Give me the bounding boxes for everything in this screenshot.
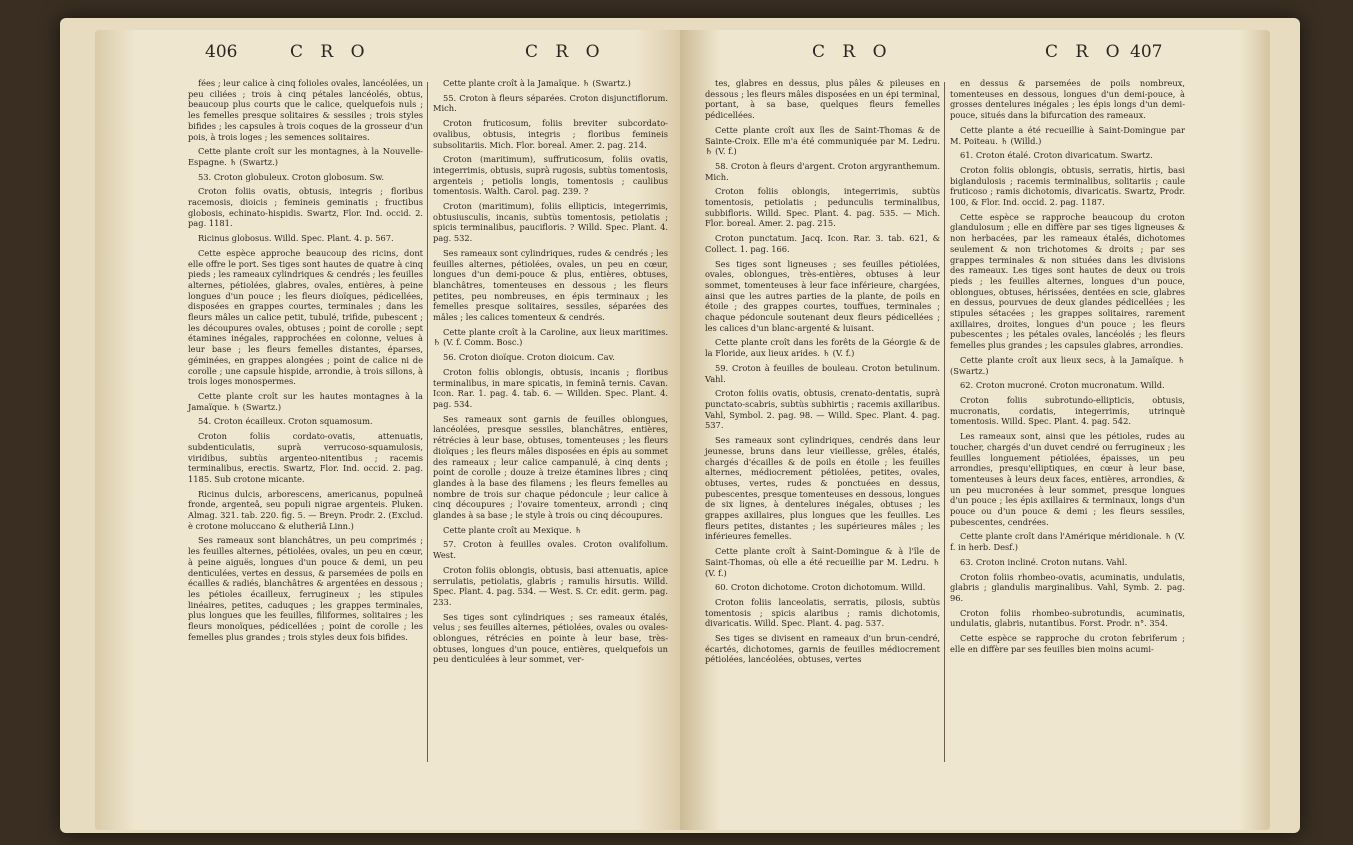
paragraph: Croton foliis oblongis, obtusis, basi attenuatis, apice serrulatis, petiolatis, glabris ; ramulis hirsutis. Willd. Spec. Plant. 4. pag. 534. — West. S. Cr. edit. germ. pag. 233. xyxy=(433,564,668,607)
paragraph: 63. Croton incliné. Croton nutans. Vahl. xyxy=(960,556,1128,567)
right-page-number: 407 xyxy=(1130,42,1163,62)
right-header-right: C R O xyxy=(1045,42,1126,62)
paragraph: Cette plante croît dans les forêts de la Géorgie & de la Floride, aux lieux arides. ♄ (V. f.) xyxy=(705,337,940,359)
paragraph: en dessus & parsemées de poils nombreux, tomenteuses en dessous, longues d'un demi-pouce, à grosses dentelures inégales ; les épis longs d'un demi-pouce, situés dans la bifurcation des rameaux. xyxy=(950,78,1185,121)
paragraph: Ses rameaux sont cylindriques, rudes & cendrés ; les feuilles alternes, pétiolées, ovales, un peu en cœur, longues d'un demi-pouce & plus, entières, obtuses, blanchâtres, tomenteuses en dessous ; les fleurs petites, peu nombreuses, en épis terminaux ; les femelles presque solitaires, sessiles, séparées des mâles ; les calices tomenteux & cendrés. xyxy=(433,247,668,323)
paragraph: Les rameaux sont, ainsi que les pétioles, rudes au toucher, chargés d'un duvet cendré ou ferrugineux ; les feuilles longuement pétiolées, épaisses, un peu arrondies, presqu'elliptiques, en cœur à leur base, tomenteuses à leurs deux faces, entières, arrondies, & un peu mucronées à leur sommet, presque longues d'un pouce ; les épis axillaires & terminaux, longs d'un pouce ou d'un pouce & demi ; les fleurs sessiles, pubescentes, cendrées. xyxy=(950,431,1185,527)
paragraph: Ricinus dulcis, arborescens, americanus, populneâ fronde, argenteâ, seu populi nigrae argenteis. Pluken. Almag. 321. tab. 220. fig. 5. — Breyn. Prodr. 2. (Exclud. è crotone moluccano & elutheriâ Linn.) xyxy=(188,488,423,531)
left-page-column-2 xyxy=(433,78,668,669)
paragraph: 59. Croton à feuilles de bouleau. Croton betulinum. Vahl. xyxy=(705,362,940,384)
left-header-right: C R O xyxy=(525,42,606,62)
paragraph: 60. Croton dichotome. Croton dichotomum. Willd. xyxy=(715,582,926,593)
paragraph: Croton fruticosum, foliis breviter subcordato-ovalibus, obtusis, integris ; floribus femineis subsolitariis. Mich. Flor. boreal. Amer. 2. pag. 214. xyxy=(433,118,668,150)
paragraph: Croton foliis oblongis, obtusis, incanis ; floribus terminalibus, in mare spicatis, in feminâ ternis. Cavan. Icon. Rar. 1. pag. 4. tab. 6. — Willden. Spec. Plant. 4. pag. 534. xyxy=(433,366,668,409)
paragraph: 61. Croton étalé. Croton divaricatum. Swartz. xyxy=(960,150,1153,161)
right-page-column-2 xyxy=(950,78,1185,658)
paragraph: 55. Croton à fleurs séparées. Croton disjunctiflorum. Mich. xyxy=(433,92,668,114)
paragraph: 62. Croton mucroné. Croton mucronatum. Willd. xyxy=(960,380,1165,391)
paragraph: Croton (maritimum), foliis ellipticis, integerrimis, obtusiusculis, incanis, subtùs tomentosis, petiolatis ; spicis terminalibus, paucifloris. ? Willd. Spec. Plant. 4. pag. 532. xyxy=(433,201,668,244)
paragraph: Ses rameaux sont cylindriques, cendrés dans leur jeunesse, bruns dans leur vieillesse, grêles, étalés, chargés d'écailles & de poils en étoile ; les feuilles alternes, médiocrement pétiolées, petites, ovales, obtuses, vertes, rudes & ponctuées en dessus, pubescentes, presque tomenteuses en dessous, longues de six lignes, à dentelures inégales, obtuses ; les grappes axillaires, plus longues que les feuilles. Les fleurs petites, distantes ; les supérieures mâles ; les inférieures femelles. xyxy=(705,435,940,542)
paragraph: Cette plante croît à la Caroline, aux lieux maritimes. ♄ (V. f. Comm. Bosc.) xyxy=(433,326,668,348)
paragraph: Cette espèce se rapproche beaucoup du croton glandulosum ; elle en diffère par ses tiges ligneuses & non herbacées, par les rameaux étalés, dichotomes seulement & non trichotomes & droits ; par ses grappes terminales & non situées dans les divisions des rameaux. Les tiges sont hautes de deux ou trois pieds ; les feuilles alternes, longues d'un pouce, oblongues, obtuses, hérissées, dentées en scie, glabres en dessus, pourvues de deux glandes pédicellées ; les stipules sétacées ; les grappes solitaires, rarement axillaires, droites, longues d'un pouce ; les fleurs pubescentes ; les pétales ovales, lancéolés ; les fleurs femelles plus grandes ; les capsules glabres, arrondies. xyxy=(950,211,1185,351)
paragraph: Croton foliis subrotundo-ellipticis, obtusis, mucronatis, cordatis, integerrimis, utrinquè tomentosis. Willd. Spec. Plant. 4. pag. 542. xyxy=(950,394,1185,427)
left-column-rule xyxy=(427,82,428,762)
paragraph: Croton foliis ovatis, obtusis, integris ; floribus racemosis, dioicis ; femineis geminatis ; fructibus globosis, echinato-hispidis. Swartz, Flor. Ind. occid. 2. pag. 1181. xyxy=(188,186,423,229)
right-page-column-1 xyxy=(705,78,940,669)
paragraph: Croton foliis cordato-ovatis, attenuatis, subdenticulatis, suprà verrucoso-squamulosis, viridibus, subtùs argenteo-nitentibus ; racemis terminalibus, erectis. Swartz, Flor. Ind. occid. 2. pag. 1185. Sub crotone micante. xyxy=(188,431,423,484)
paragraph: Croton punctatum. Jacq. Icon. Rar. 3. tab. 621, & Collect. 1. pag. 166. xyxy=(705,233,940,254)
paragraph: tes, glabres en dessus, plus pâles & pileuses en dessous ; les fleurs mâles disposées en un épi terminal, portant, à sa base, quelques fleurs femelles pédicellées. xyxy=(705,78,940,121)
paragraph: 58. Croton à fleurs d'argent. Croton argyranthemum. Mich. xyxy=(705,160,940,182)
paragraph: Cette plante croît aux îles de Saint-Thomas & de Sainte-Croix. Elle m'a été communiquée par M. Ledru. ♄ (V. f.) xyxy=(705,124,940,157)
right-column-rule xyxy=(944,82,945,762)
paragraph: Ses tiges se divisent en rameaux d'un brun-cendré, écartés, dichotomes, garnis de feuilles médiocrement pétiolées, lancéolées, obtuses, vertes xyxy=(705,633,940,665)
paragraph: Croton foliis oblongis, obtusis, serratis, hirtis, basi biglandulosis ; racemis terminalibus, solitariis ; caule fruticoso ; ramis dichotomis, divaricatis. Swartz, Prodr. 100, & Flor. Ind. occid. 2. pag. 1187. xyxy=(950,164,1185,208)
paragraph: Croton foliis rhombeo-subrotundis, acuminatis, undulatis, glabris, nutantibus. Forst. Prodr. n°. 354. xyxy=(950,607,1185,629)
paragraph: Cette plante croît au Mexique. ♄ xyxy=(443,524,582,535)
paragraph: 56. Croton dioïque. Croton dioicum. Cav. xyxy=(443,352,615,363)
paragraph: Ses rameaux sont blanchâtres, un peu comprimés ; les feuilles alternes, pétiolées, ovales, un peu en cœur, à peine aiguës, longues d'un pouce & demi, un peu denticulées, vertes en dessus, & parsemées de poils en écailles & radiés, blanchâtres & argentées en dessous ; les pétioles écailleux, ferrugineux ; les stipules linéaires, petites, caduques ; les grappes terminales, plus longues que les feuilles, filiformes, solitaires ; les fleurs monoïques, pédicellées ; point de corolle ; les femelles plus grandes ; trois styles deux fois bifides. xyxy=(188,535,423,642)
paragraph: Croton foliis oblongis, integerrimis, subtùs tomentosis, petiolatis ; pedunculis terminalibus, subbifloris. Willd. Spec. Plant. 4. pag. 535. — Mich. Flor. boreal. Amer. 2. pag. 215. xyxy=(705,186,940,229)
paragraph: Cette plante croît aux lieux secs, à la Jamaïque. ♄ (Swartz.) xyxy=(950,354,1185,376)
paragraph: Croton foliis rhombeo-ovatis, acuminatis, undulatis, glabris ; glandulis marginalibus. Vahl, Symb. 2. pag. 96. xyxy=(950,571,1185,603)
paragraph: Ses rameaux sont garnis de feuilles oblongues, lancéolées, presque sessiles, blanchâtres, entières, rétrécies à leur base, obtuses, tomenteuses ; les fleurs dioïques ; les fleurs mâles disposées en épis au sommet des rameaux ; leur calice campanulé, à cinq dents ; point de corolle ; douze à treize étamines libres ; cinq glandes à la base des filamens ; les fleurs femelles au nombre de trois sur chaque pédoncule ; leur calice à cinq découpures ; l'ovaire tomenteux, arrondi ; cinq glandes à sa base ; le style à trois ou cinq découpures. xyxy=(433,413,668,521)
paragraph: Cette plante croît dans l'Amérique méridionale. ♄ (V. f. in herb. Desf.) xyxy=(950,531,1185,553)
paragraph: Croton (maritimum), suffruticosum, foliis ovatis, integerrimis, obtusis, suprà rugosis, subtùs tomentosis, argenteis ; petiolis longis, tomentosis ; caulibus tomentosis. Walth. Carol. pag. 239. ? xyxy=(433,154,668,197)
paragraph: Croton foliis ovatis, obtusis, crenato-dentatis, suprà punctato-scabris, subtùs subhirtis ; racemis axillaribus. Vahl, Symbol. 2. pag. 98. — Willd. Spec. Plant. 4. pag. 537. xyxy=(705,388,940,431)
paragraph: Cette plante croît sur les hautes montagnes à la Jamaïque. ♄ (Swartz.) xyxy=(188,390,423,412)
paragraph: Cette plante croît sur les montagnes, à la Nouvelle-Espagne. ♄ (Swartz.) xyxy=(188,146,423,167)
paragraph: Cette espèce se rapproche du croton febriferum ; elle en diffère par ses feuilles bien moins acumi- xyxy=(950,633,1185,654)
right-header-left: C R O xyxy=(812,42,893,62)
paragraph: Cette plante a été recueillie à Saint-Domingue par M. Poiteau. ♄ (Willd.) xyxy=(950,124,1185,146)
left-header-left: C R O xyxy=(290,42,371,62)
paragraph: fées ; leur calice à cinq folioles ovales, lancéolées, un peu ciliées ; trois à cinq pétales lancéolés, obtus, beaucoup plus courts que le calice, quelquefois nuls ; les femelles presque solitaires & sessiles ; trois styles bifides ; les capsules à trois coques de la grosseur d'un pois, à trois loges ; les semences solitaires. xyxy=(188,78,423,142)
paragraph: Ses tiges sont ligneuses ; ses feuilles pétiolées, ovales, oblongues, très-entières, obtuses à leur sommet, tomenteuses à leur face inférieure, chargées, ainsi que les autres parties de la plante, de poils en étoile ; des grappes courtes, touffues, terminales ; chaque pédoncule soutenant deux fleurs pédicellées ; les calices d'un blanc-argenté & luisant. xyxy=(705,258,940,333)
paragraph: 53. Croton globuleux. Croton globosum. Sw. xyxy=(198,171,384,182)
left-page-column-1 xyxy=(188,78,423,646)
paragraph: Cette plante croît à Saint-Domingue & à l'île de Saint-Thomas, où elle a été recueillie par M. Ledru. ♄ (V. f.) xyxy=(705,546,940,578)
paragraph: 54. Croton écailleux. Croton squamosum. xyxy=(198,416,373,427)
paragraph: Croton foliis lanceolatis, serratis, pilosis, subtùs tomentosis ; spicis alaribus ; ramis dichotomis, divaricatis. Willd. Spec. Plant. 4. pag. 537. xyxy=(705,596,940,629)
left-page-number: 406 xyxy=(205,42,238,62)
paragraph: Cette plante croît à la Jamaïque. ♄ (Swartz.) xyxy=(443,78,631,88)
paragraph: Ses tiges sont cylindriques ; ses rameaux étalés, velus ; ses feuilles alternes, pétiolées, ovales ou ovales-oblongues, rétrécies en pointe à leur base, très-obtuses, longues d'un pouce, entières, quelquefois un peu denticulées à leur sommet, ver- xyxy=(433,611,668,665)
paragraph: 57. Croton à feuilles ovales. Croton ovalifolium. West. xyxy=(433,539,668,561)
paragraph: Ricinus globosus. Willd. Spec. Plant. 4. p. 567. xyxy=(198,233,394,244)
paragraph: Cette espèce approche beaucoup des ricins, dont elle offre le port. Ses tiges sont hautes de quatre à cinq pieds ; les rameaux cylindriques & cendrés ; les feuilles alternes, pétiolées, glabres, ovales, entières, à peine longues d'un pouce ; les fleurs dioïques, pédicellées, disposées en grappes courtes, terminales ; dans les fleurs mâles un calice petit, tubulé, trifide, pubescent ; les découpures ovales, obtuses ; point de corolle ; sept étamines inégales, rapprochées en colonne, velues à leur base ; les fleurs femelles distantes, éparses, géminées, en grappes alongées ; point de calice ni de corolle ; une capsule hispide, arrondie, à trois sillons, à trois loges monospermes. xyxy=(188,247,423,387)
